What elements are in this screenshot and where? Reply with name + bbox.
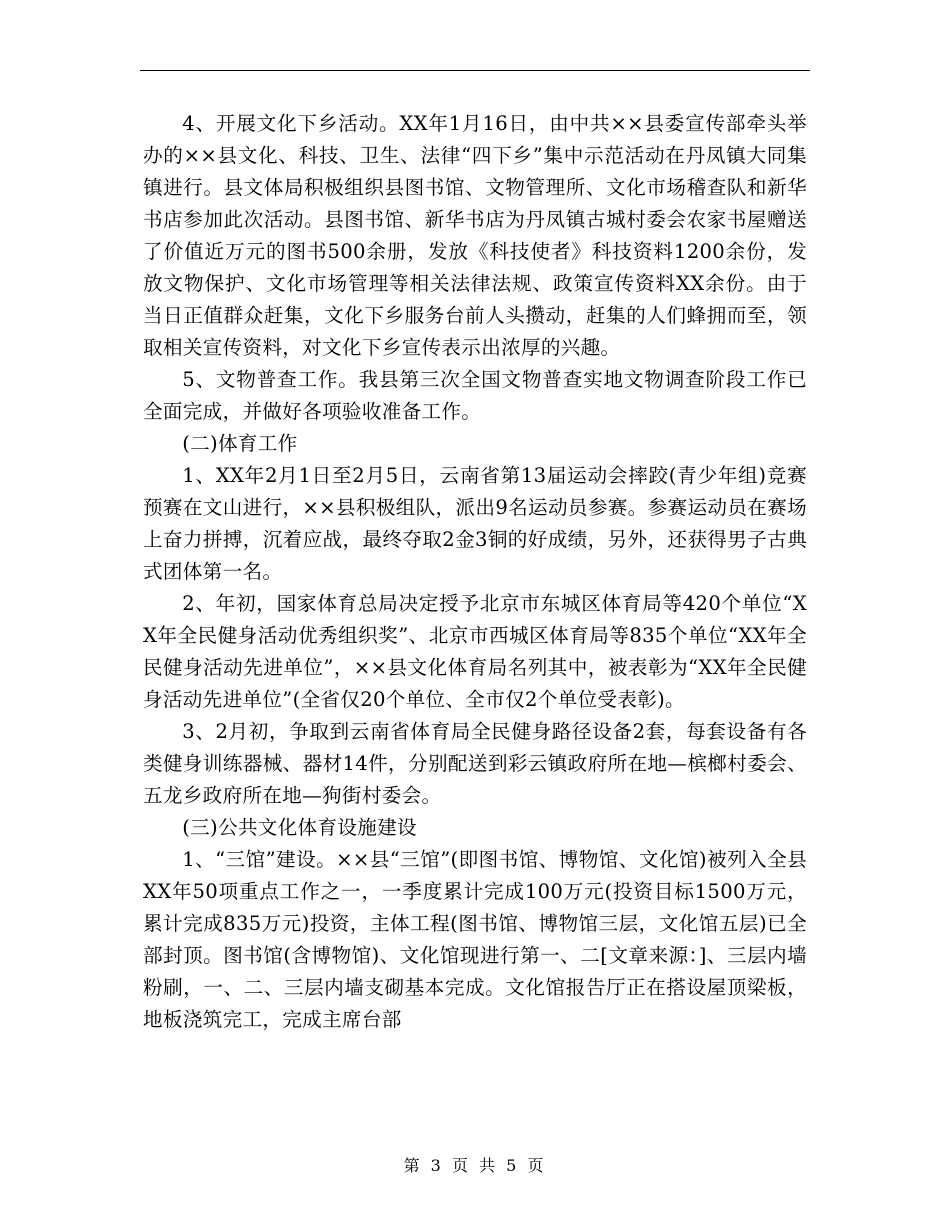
header-rule — [140, 70, 810, 71]
section-heading-sports: (二)体育工作 — [182, 432, 298, 455]
paragraph-cultural-outreach: 4、开展文化下乡活动。XX年1月16日，由中共××县委宣传部牵头举办的××县文化、科技、卫生、法律“四下乡”集中示范活动在丹凤镇大同集镇进行。县文体局积极组织县图书馆、文物管理所、文化市场稽查队和新华书店参加此次活动。县图书馆、新华书店为丹凤镇古城村委会农家书屋赠送了价值近万元的图书500余册，发放《科技使者》科技资料1200余份，发放文物保护、文化市场管理等相关法律法规、政策宣传资料XX余份。由于当日正值群众赶集，文化下乡服务台前人头攒动，赶集的人们蜂拥而至，领取相关宣传资料，对文化下乡宣传表示出浓厚的兴趣。 — [143, 112, 807, 359]
paragraph-relic-survey: 5、文物普查工作。我县第三次全国文物普查实地文物调查阶段工作已全面完成，并做好各项验收准备工作。 — [143, 368, 807, 423]
paragraph-three-halls: 1、“三馆”建设。××县“三馆”(即图书馆、博物馆、文化馆)被列入全县XX年50项重点工作之一，一季度累计完成100万元(投资目标1500万元，累计完成835万元)投资，主体工程(图书馆、博物馆三层，文化馆五层)已全部封顶。图书馆(含博物馆)、文化馆现进行第一、二[文章来源：]、三层内墙粉刷，一、二、三层内墙支砌基本完成。文化馆报告厅正在搭设屋顶梁板，地板浇筑完工，完成主席台部 — [143, 848, 807, 1031]
document-body — [143, 108, 807, 1036]
paragraph-wrestling: 1、XX年2月1日至2月5日，云南省第13届运动会摔跤(青少年组)竞赛预赛在文山进行，××县积极组队，派出9名运动员参赛。参赛运动员在赛场上奋力拼搏，沉着应战，最终夺取2金3铜的好成绩，另外，还获得男子古典式团体第一名。 — [143, 464, 807, 583]
paragraph-fitness-award: 2、年初，国家体育总局决定授予北京市东城区体育局等420个单位“XX年全民健身活动优秀组织奖”、北京市西城区体育局等835个单位“XX年全民健身活动先进单位”，××县文化体育局名列其中，被表彰为“XX年全民健身活动先进单位”(全省仅20个单位、全市仅2个单位受表彰)。 — [143, 592, 807, 711]
page-number-footer: 第 3 页 共 5 页 — [403, 1156, 547, 1175]
section-heading-facilities: (三)公共文化体育设施建设 — [182, 816, 417, 839]
paragraph-fitness-equipment: 3、2月初，争取到云南省体育局全民健身路径设备2套，每套设备有各类健身训练器械、器材14件，分别配送到彩云镇政府所在地—槟榔村委会、五龙乡政府所在地—狗街村委会。 — [143, 720, 807, 807]
